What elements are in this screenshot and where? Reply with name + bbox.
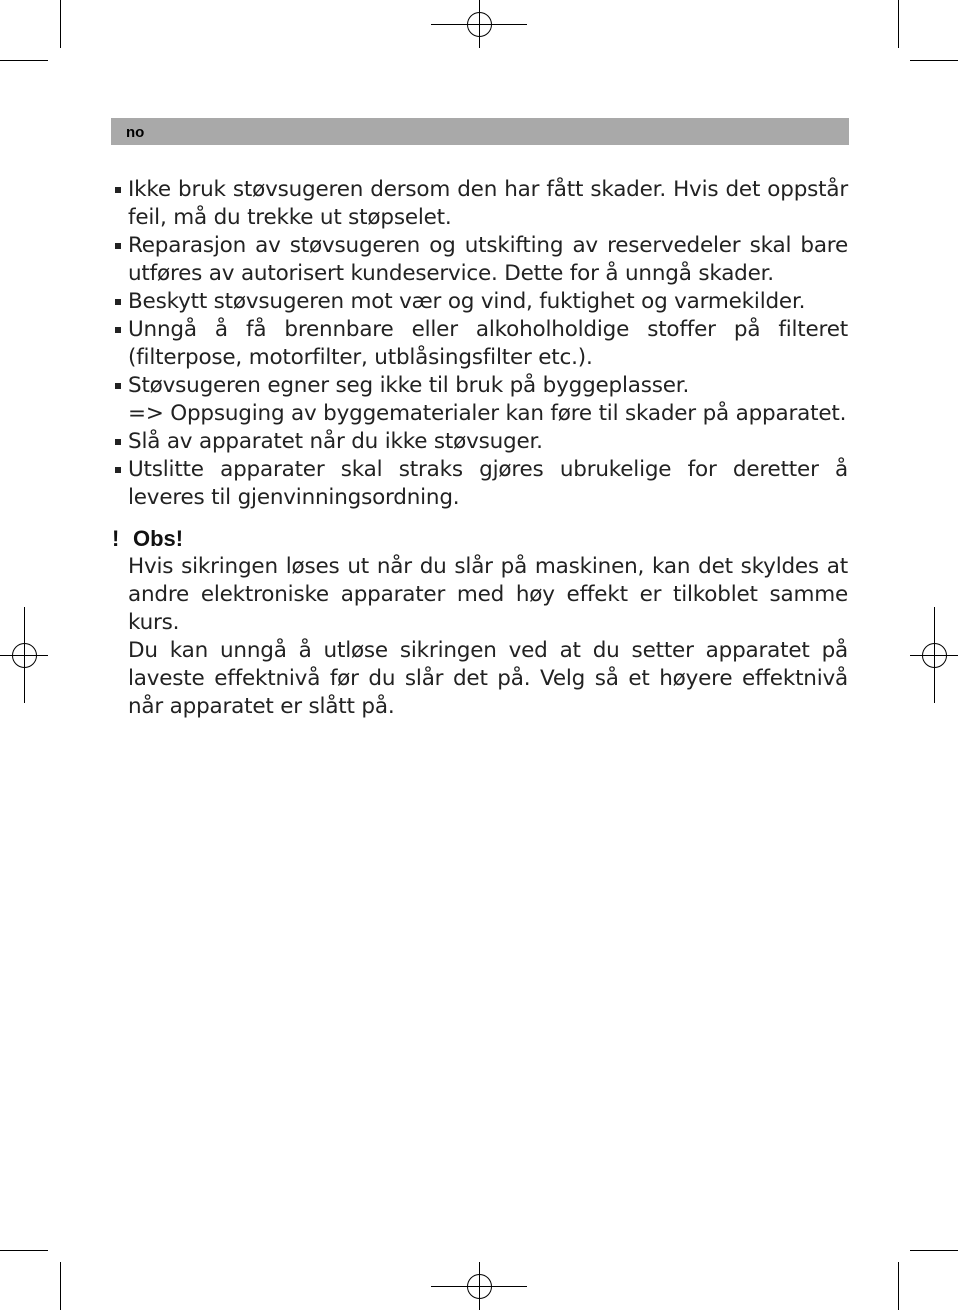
- bullet-square-icon: [115, 243, 121, 249]
- safety-bullet-list: [112, 176, 848, 512]
- bullet-square-icon: [115, 383, 121, 389]
- obs-section: [112, 525, 848, 721]
- bullet-text: Støvsugeren egner seg ikke til bruk på byggeplasser.: [128, 373, 690, 398]
- bullet-square-icon: [115, 187, 121, 193]
- obs-heading: [112, 525, 848, 553]
- crop-mark-br-h: [910, 1250, 958, 1251]
- safety-bullet-item: [112, 456, 848, 512]
- language-code: no: [126, 124, 145, 141]
- exclamation-icon: !: [112, 526, 120, 551]
- safety-bullet-item: [112, 372, 848, 428]
- crop-mark-bl-v: [60, 1262, 61, 1310]
- crop-mark-tl-h: [0, 60, 48, 61]
- reg-bottom-circle: [467, 1274, 492, 1299]
- bullet-text: Beskytt støvsugeren mot vær og vind, fuktighet og varmekilder.: [128, 289, 806, 314]
- safety-content: [112, 176, 848, 721]
- bullet-square-icon: [115, 439, 121, 445]
- crop-mark-tr-h: [910, 60, 958, 61]
- bullet-note: => Oppsuging av byggematerialer kan føre til skader på apparatet.: [128, 401, 847, 426]
- bullet-square-icon: [115, 327, 121, 333]
- safety-bullet-item: [112, 232, 848, 288]
- crop-mark-tr-v: [898, 0, 899, 48]
- reg-left-circle: [12, 643, 37, 668]
- language-header-bar: [111, 118, 849, 145]
- bullet-square-icon: [115, 299, 121, 305]
- safety-bullet-item: [112, 428, 848, 456]
- obs-paragraph: Hvis sikringen løses ut når du slår på maskinen, kan det skyldes at andre elektroniske apparater med høy effekt er tilkoblet samme kurs.: [128, 554, 848, 635]
- bullet-text: Reparasjon av støvsugeren og utskifting av reservedeler skal bare utføres av autorisert kundeservice. Dette for å unngå skader.: [128, 233, 848, 286]
- bullet-text: Utslitte apparater skal straks gjøres ubrukelige for deretter å leveres til gjenvinningsordning.: [128, 457, 848, 510]
- crop-mark-bl-h: [0, 1250, 48, 1251]
- bullet-text: Unngå å få brennbare eller alkoholholdige stoffer på filteret (filterpose, motorfilter, utblåsingsfilter etc.).: [128, 317, 848, 370]
- reg-top-circle: [467, 12, 492, 37]
- bullet-text: Ikke bruk støvsugeren dersom den har fått skader. Hvis det oppstår feil, må du trekke ut støpselet.: [128, 177, 848, 230]
- crop-mark-br-v: [898, 1262, 899, 1310]
- reg-right-circle: [922, 643, 947, 668]
- obs-paragraph: Du kan unngå å utløse sikringen ved at du setter apparatet på laveste effektnivå før du slår det på. Velg så et høyere effektnivå når apparatet er slått på.: [128, 638, 848, 719]
- safety-bullet-item: [112, 176, 848, 232]
- crop-mark-tl-v: [60, 0, 61, 48]
- safety-bullet-item: [112, 288, 848, 316]
- bullet-text: Slå av apparatet når du ikke støvsuger.: [128, 429, 543, 454]
- bullet-square-icon: [115, 467, 121, 473]
- obs-title: Obs!: [133, 526, 184, 551]
- safety-bullet-item: [112, 316, 848, 372]
